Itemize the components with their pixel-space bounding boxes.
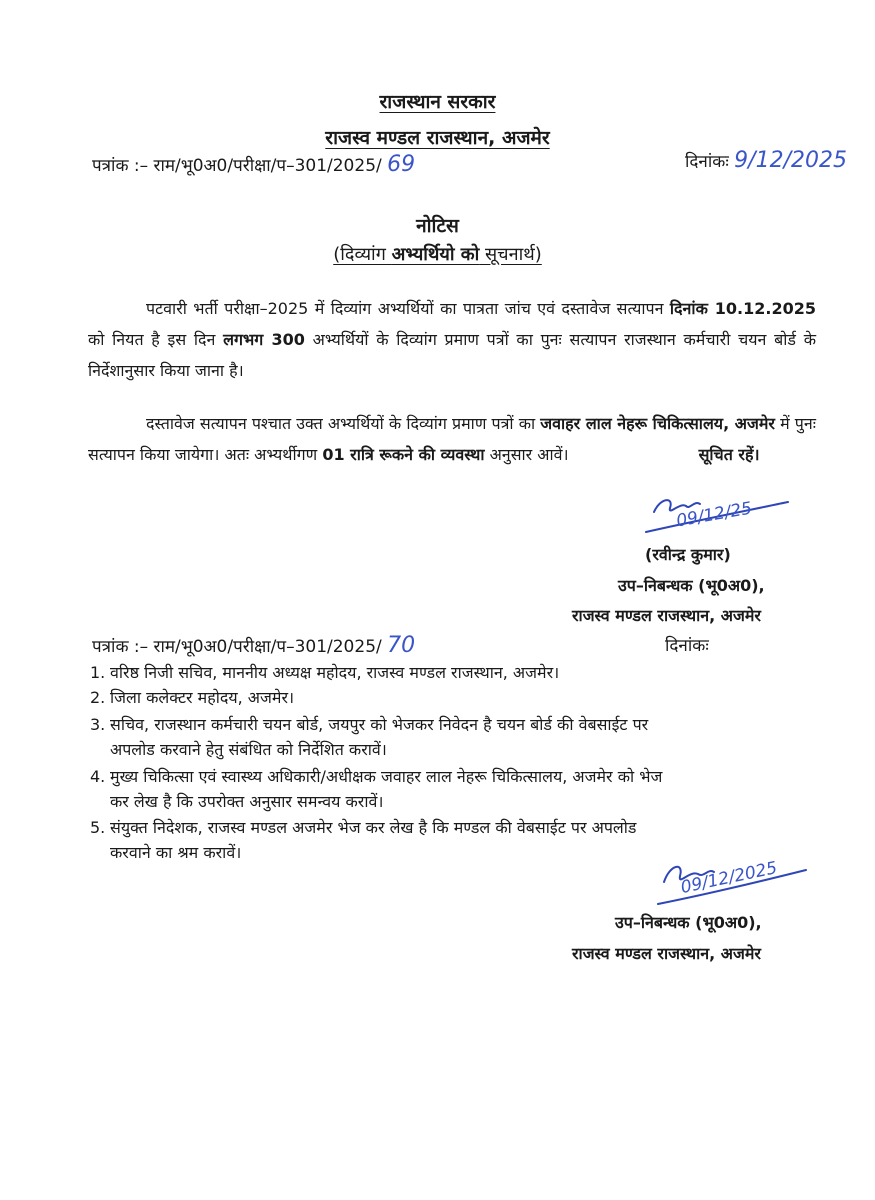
list-item: 3. सचिव, राजस्थान कर्मचारी चयन बोर्ड, जयपुर को भेजकर निवेदन है चयन बोर्ड की वेबसाईट पर अपलोड करवाने हेतु संबंधित को निर्देशित करावें। [90,715,649,759]
para1-date: दिनांक 10.12.2025 [669,299,816,318]
copy-date-label: दिनांकः [665,636,709,656]
list-item: 4. मुख्य चिकित्सा एवं स्वास्थ्य अधिकारी/अधीक्षक जवाहर लाल नेहरू चिकित्सालय, अजमेर को भेज कर लेख है कि उपरोक्त अनुसार समन्वय करावें। [90,767,663,811]
handwritten-reference-number: 69 [387,152,416,177]
subtitle-close: सूचनार्थ) [479,244,542,265]
para2-stay-arrangement: 01 रात्रि रूकने की व्यवस्था [322,445,485,464]
notice-paragraph-1 [88,293,816,386]
date-line [685,148,847,173]
signatory-2-designation: उप–निबन्धक (भू0अ0), [615,913,762,932]
para2-text-2: में पुनः सत्यापन किया जायेगा। अतः अभ्यर्थीगण [88,414,816,464]
copy-reference-label: पत्रांक :– राम/भू0अ0/परीक्षा/प–301/2025/ [92,637,382,657]
para2-hospital: जवाहर लाल नेहरू चिकित्सालय, अजमेर [540,414,775,433]
signature-1-date: 09/12/25 [674,498,754,532]
signatory-1-designation: उप–निबन्धक (भू0अ0), [618,576,765,595]
notice-paragraph-2 [88,408,816,470]
para2-text-1: दस्तावेज सत्यापन पश्चात उक्त अभ्यर्थियों के दिव्यांग प्रमाण पत्रों का [146,414,541,433]
notice-subtitle [0,242,875,266]
date-label: दिनांकः [685,152,729,172]
government-heading: राजस्थान सरकार [379,91,496,113]
signatory-1-office: राजस्व मण्डल राजस्थान, अजमेर [572,606,761,625]
para1-text-1: पटवारी भर्ती परीक्षा–2025 में दिव्यांग अभ्यर्थियों का पात्रता जांच एवं दस्तावेज सत्यापन [146,299,670,318]
handwritten-date: 9/12/2025 [734,148,847,173]
signature-2-date: 09/12/2025 [678,858,779,898]
list-item: 5. संयुक्त निदेशक, राजस्व मण्डल अजमेर भेज कर लेख है कि मण्डल की वेबसाईट पर अपलोड करवाने का श्रम करावें। [90,818,637,862]
para2-text-3: अनुसार आवें। [484,445,569,464]
para1-text-2: को नियत है इस दिन [88,330,224,349]
signatory-2-office: राजस्व मण्डल राजस्थान, अजमेर [572,944,761,963]
copy-reference-line [92,633,415,658]
office-heading: राजस्व मण्डल राजस्थान, अजमेर [325,127,550,149]
list-item: 2. जिला कलेक्टर महोदय, अजमेर। [90,688,295,707]
subtitle-open: (दिव्यांग [333,244,392,265]
para2-be-informed: सूचित रहें। [698,445,760,464]
reference-line [92,152,415,177]
subtitle-bold: अभ्यर्थियो को [391,244,480,265]
handwritten-copy-reference-number: 70 [387,633,416,658]
para1-text-3: अभ्यर्थियों के दिव्यांग प्रमाण पत्रों का पुनः सत्यापन राजस्थान कर्मचारी चयन बोर्ड के निर्देशानुसार किया जाना है। [88,330,816,380]
notice-title: नोटिस [416,215,459,237]
para1-count: लगभग 300 [223,330,305,349]
list-item: 1. वरिष्ठ निजी सचिव, माननीय अध्यक्ष महोदय, राजस्व मण्डल राजस्थान, अजमेर। [90,663,560,682]
signatory-1-name: (रवीन्द्र कुमार) [645,545,731,564]
reference-number-label: पत्रांक :– राम/भू0अ0/परीक्षा/प–301/2025/ [92,156,382,176]
